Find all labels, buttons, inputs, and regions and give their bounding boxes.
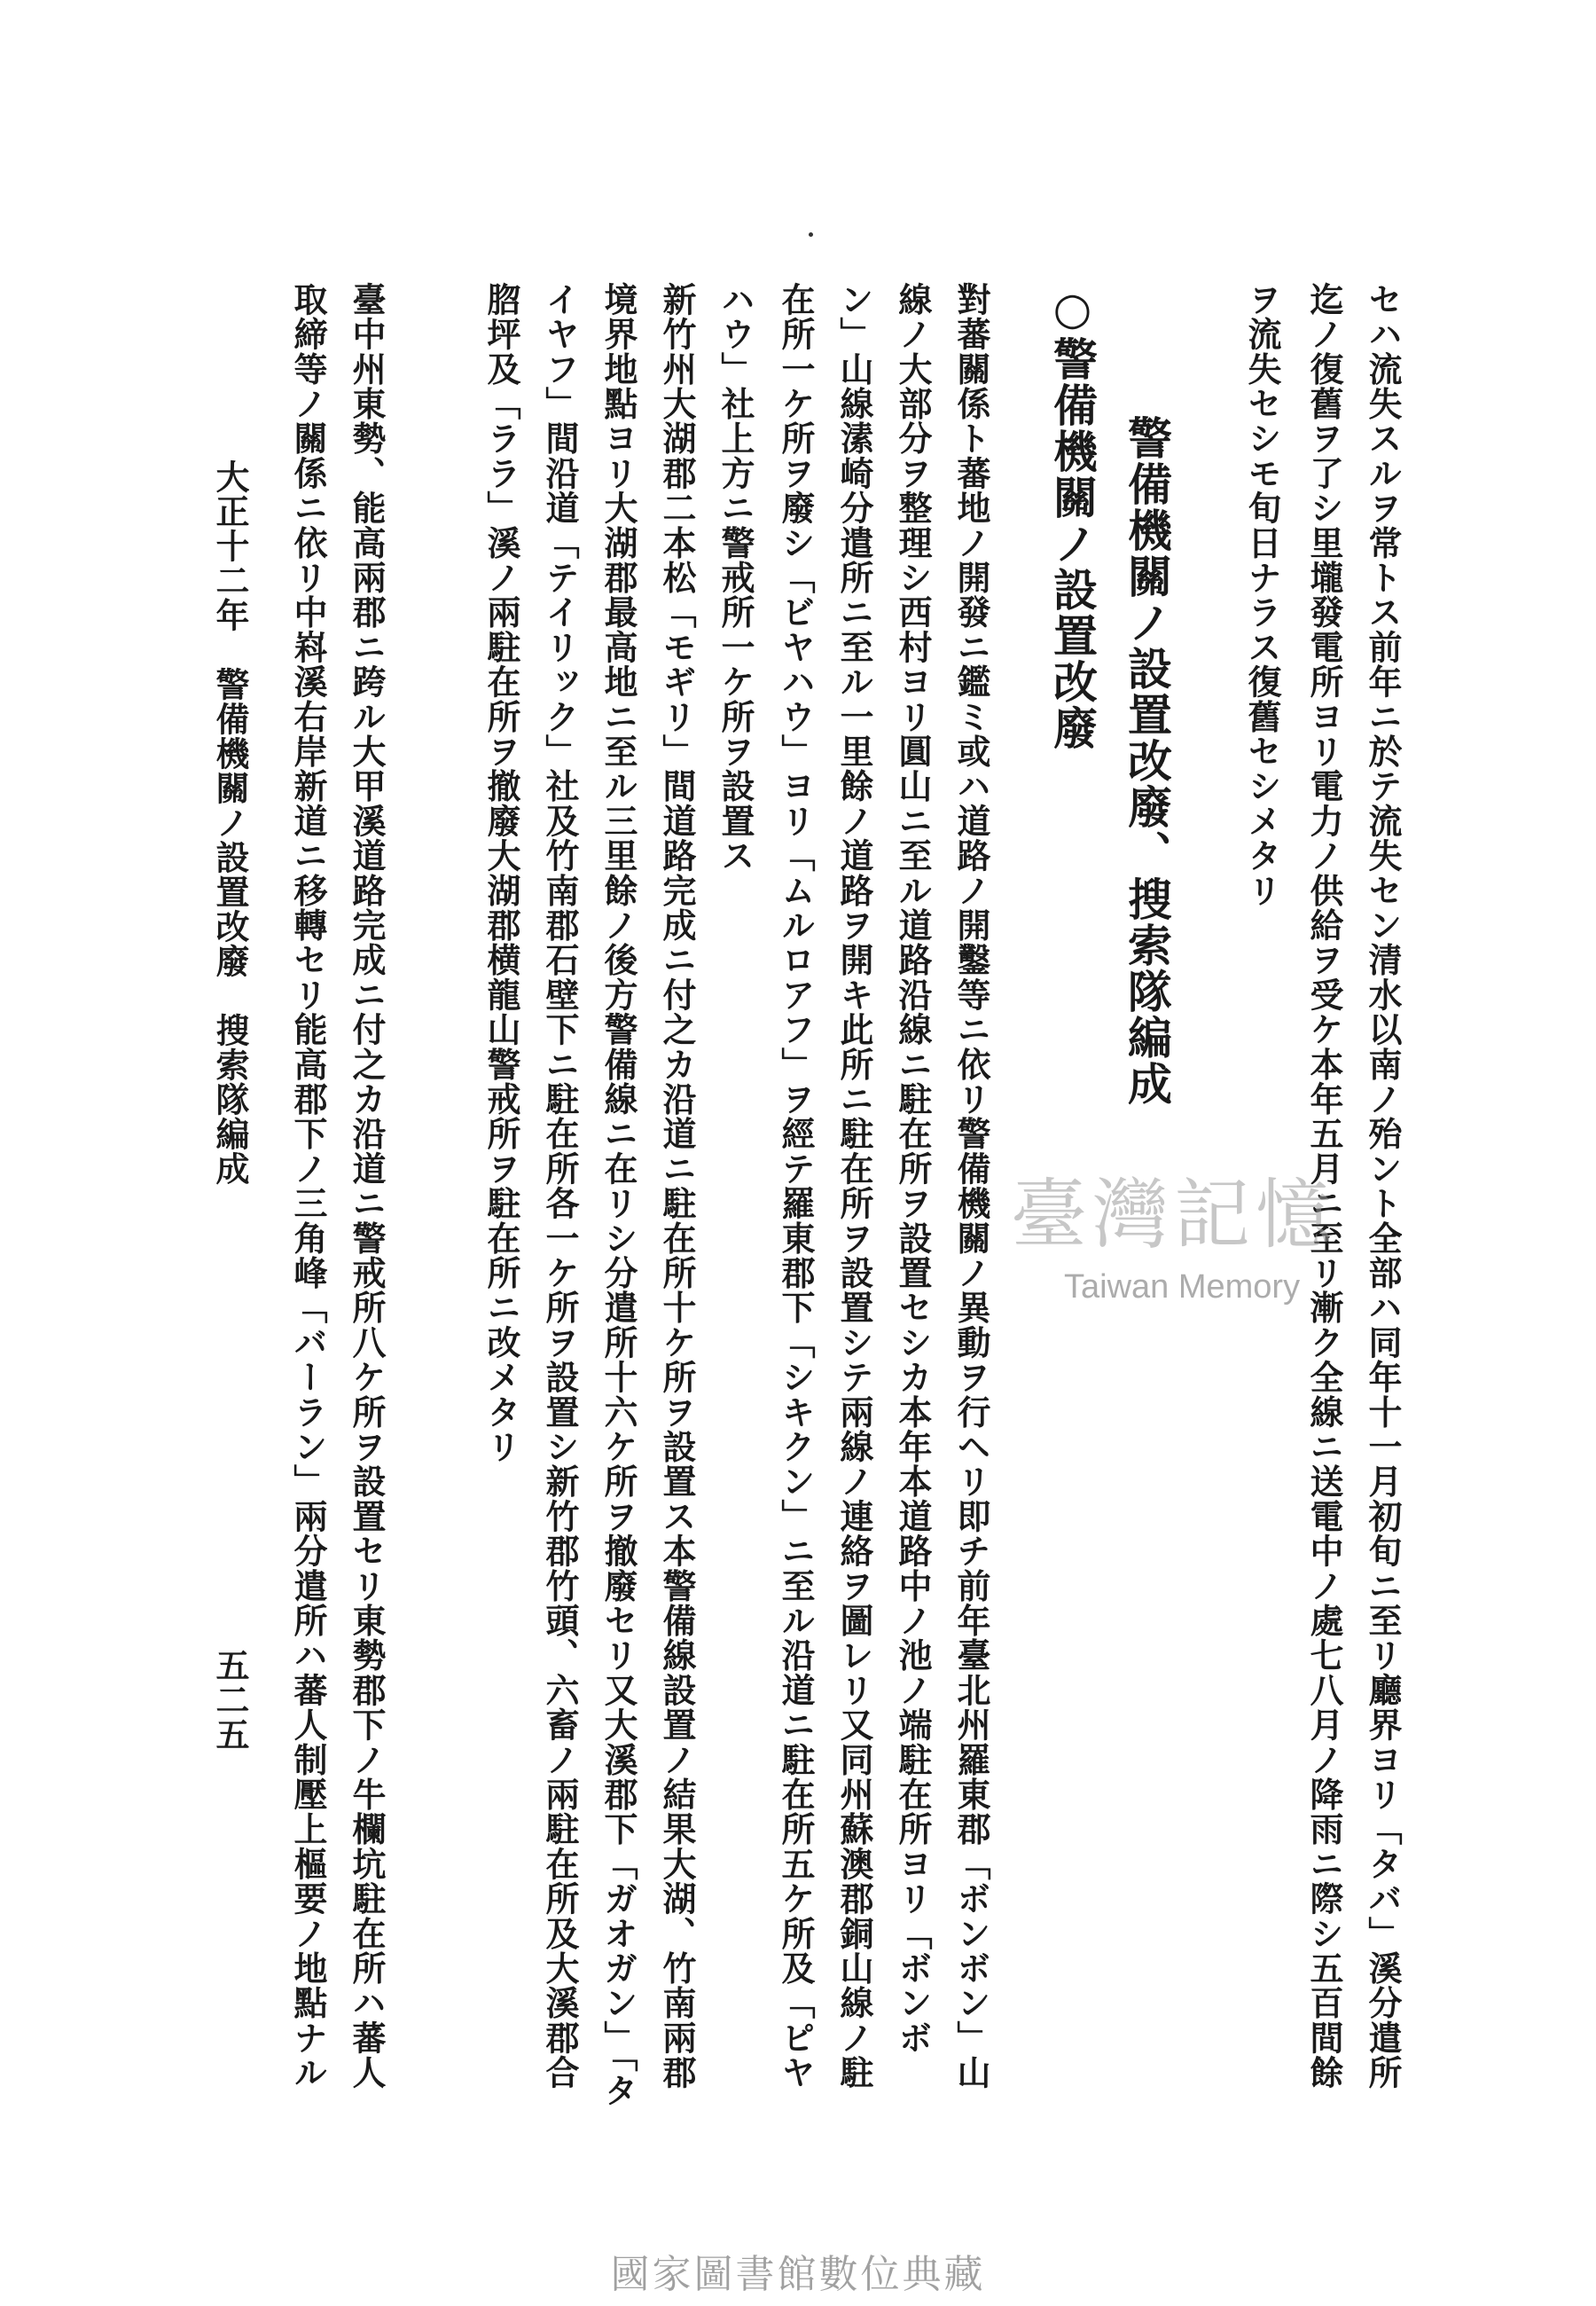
footer-watermark: 國家圖書館數位典藏 — [610, 2252, 986, 2297]
watermark-logo-text: 臺灣記憶 — [1011, 1171, 1337, 1259]
text-column-1: セハ流失スルヲ常トス前年ニ於テ流失セン清水以南ノ殆ント全部ハ同年十一月初旬ニ至リ廳界ヨリ「タバ」溪分遣所 — [1363, 282, 1403, 2090]
watermark-subtitle: Taiwan Memory — [1064, 1268, 1301, 1306]
text-column-2: 迄ノ復舊ヲ了シ里壠發電所ヨリ電力ノ供給ヲ受ケ本年五月ニ至リ漸ク全線ニ送電中ノ處七八月ノ降雨ニ際シ五百間餘 — [1304, 282, 1344, 2090]
text-column-13: イヤフ」間沿道「テイリック」社及竹南郡石壁下ニ駐在所各一ケ所ヲ設置シ新竹郡竹頭、六畜ノ兩駐在所及大溪郡合 — [540, 282, 580, 2090]
text-column-9: 在所一ケ所ヲ廢シ「ビヤハウ」ヨリ「ムルロアフ」ヲ經テ羅東郡下「シキクン」ニ至ル沿道ニ駐在所五ケ所及「ピヤ — [776, 282, 816, 2090]
text-column-6: 對蕃關係ト蕃地ノ開發ニ鑑ミ或ハ道路ノ開鑿等ニ依リ警備機關ノ異動ヲ行ヘリ即チ前年臺北州羅東郡「ボンボン」山 — [951, 282, 991, 2090]
text-column-7: 線ノ大部分ヲ整理シ西村ヨリ圓山ニ至ル道路沿線ニ駐在所ヲ設置セシカ本年本道路中ノ池ノ端駐在所ヨリ「ボンボ — [893, 282, 933, 2056]
text-column-8: ン」山線溸崎分遣所ニ至ル一里餘ノ道路ヲ開キ此所ニ駐在所ヲ設置シテ兩線ノ連絡ヲ圖レリ又同州蘇澳郡銅山線ノ駐 — [834, 282, 874, 2090]
running-head: 大正十二年 警備機關ノ設置改廢 搜索隊編成 — [210, 459, 250, 1186]
subsection-heading: ○警備機關ノ設置改廢 — [1046, 282, 1099, 751]
page-number: 五二五 — [210, 1648, 250, 1752]
text-column-14: 脗坪及「ララ」溪ノ兩駐在所ヲ撤廢大湖郡横龍山警戒所ヲ駐在所ニ改メタリ — [481, 282, 521, 1464]
watermark — [1011, 1153, 1365, 1330]
text-column-15: 臺中州東勢、能高兩郡ニ跨ル大甲溪道路完成ニ付之カ沿道ニ警戒所八ケ所ヲ設置セリ東勢郡下ノ牛欄坑駐在所ハ蕃人 — [347, 282, 387, 2090]
text-column-16: 取締等ノ關係ニ依リ中嵙溪右岸新道ニ移轉セリ能高郡下ノ三角峰「バーラン」兩分遣所ハ蕃人制壓上樞要ノ地點ナル — [288, 282, 328, 2090]
text-column-10: ハウ」社上方ニ警戒所一ケ所ヲ設置ス — [716, 282, 755, 874]
section-heading: 警備機關ノ設置改廢、搜索隊編成 — [1121, 415, 1173, 1107]
stray-mark — [809, 232, 813, 237]
text-column-12: 境界地點ヨリ大湖郡最高地ニ至ル三里餘ノ後方警備線ニ在リシ分遣所十六ケ所ヲ撤廢セリ又大溪郡下「ガオガン」「タ — [598, 282, 638, 2108]
text-column-11: 新竹州大湖郡二本松「モギリ」間道路完成ニ付之カ沿道ニ駐在所十ケ所ヲ設置ス本警備線設置ノ結果大湖、竹南兩郡 — [657, 282, 697, 2090]
text-column-3: ヲ流失セシモ旬日ナラス復舊セシメタリ — [1242, 282, 1282, 908]
